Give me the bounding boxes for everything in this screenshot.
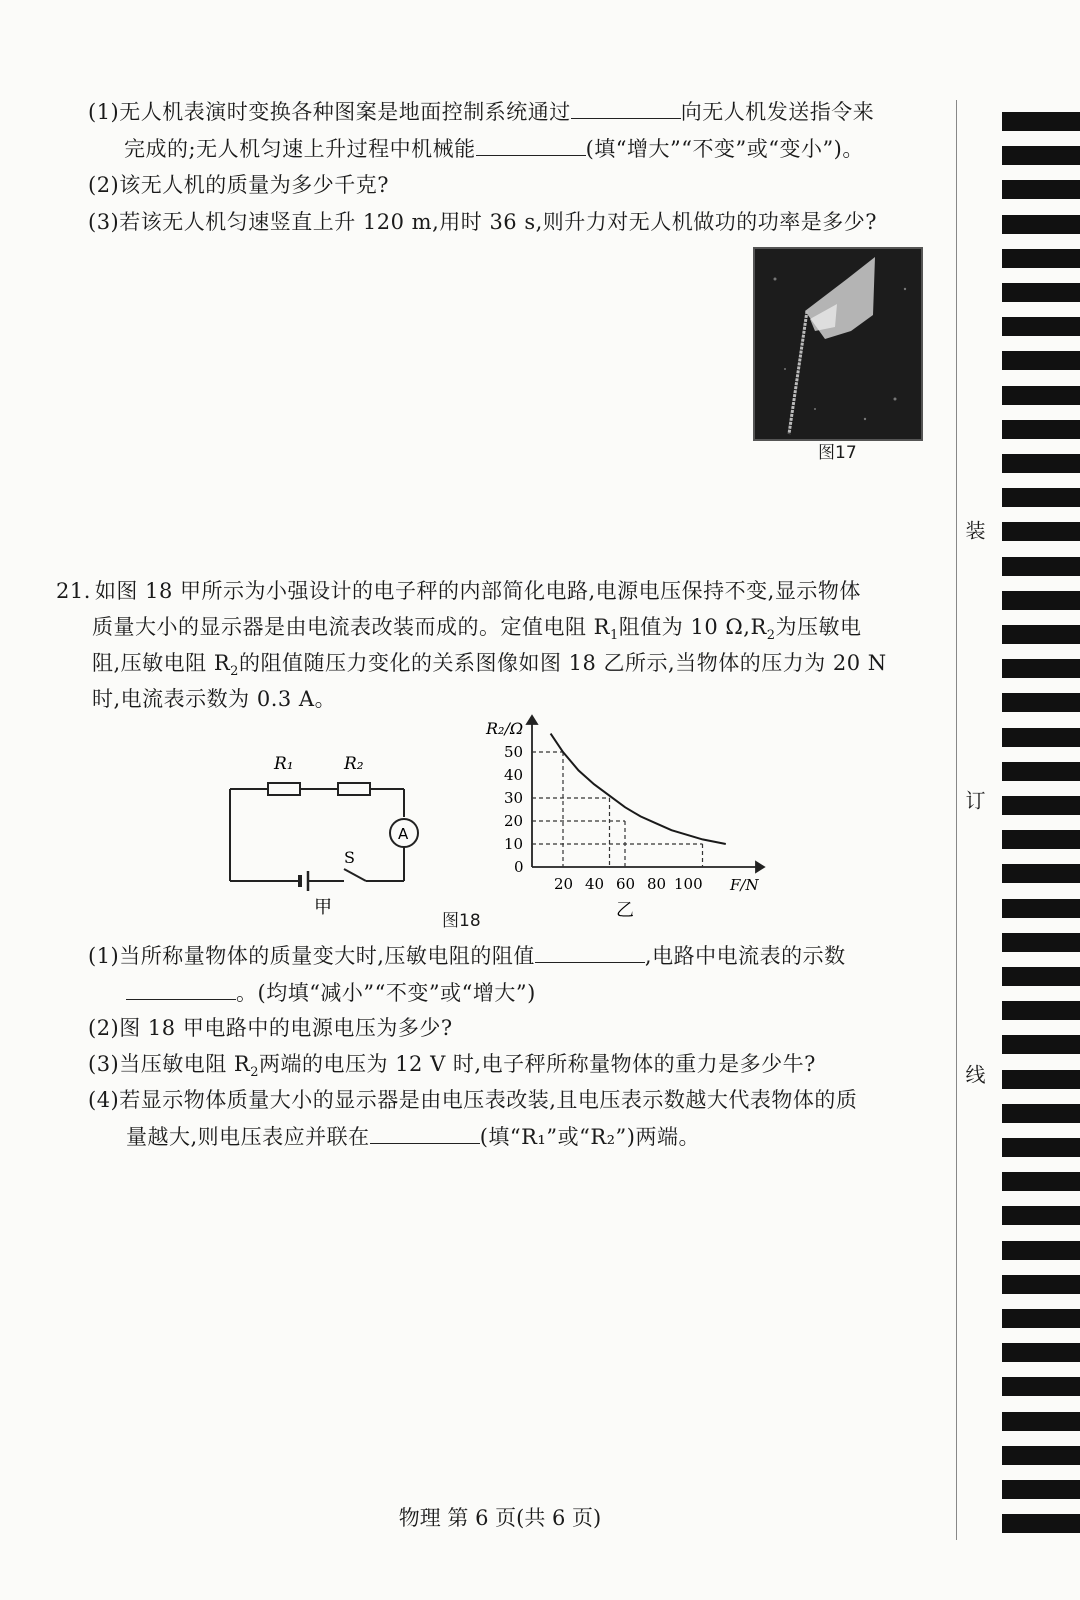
circuit-diagram [220, 745, 430, 925]
q21-part3: (3)当压敏电阻 $R_2$两端的电压为 12 V 时,电子秤所称量物体的重力是多少牛? [88, 1052, 816, 1081]
q21-line1: 21. 如图 18 甲所示为小强设计的电子秤的内部简化电路,电源电压保持不变,显示物体 [56, 579, 861, 603]
binding-stripe [1002, 1412, 1080, 1431]
binding-stripe [1002, 112, 1080, 131]
binding-line [956, 100, 957, 1540]
x-tick-label: 100 [674, 875, 703, 893]
binding-stripe [1002, 1035, 1080, 1054]
r2-label: R₂ [344, 754, 364, 774]
q21-part4-line1: (4)若显示物体质量大小的显示器是由电压表改装,且电压表示数越大代表物体的质 [88, 1088, 858, 1112]
x-axis-label: F/N [730, 876, 759, 894]
binding-stripe [1002, 1104, 1080, 1123]
binding-stripe [1002, 899, 1080, 918]
answer-blank[interactable] [126, 977, 236, 1000]
binding-char-ding: 订 [962, 790, 986, 810]
binding-stripe [1002, 351, 1080, 370]
x-tick-label: 80 [647, 875, 667, 893]
binding-stripe [1002, 591, 1080, 610]
binding-stripe [1002, 1480, 1080, 1499]
binding-stripe [1002, 625, 1080, 644]
resistor-r2 [338, 783, 370, 795]
figure-17-caption: 图17 [818, 443, 857, 463]
binding-stripe [1002, 693, 1080, 712]
binding-stripe [1002, 1514, 1080, 1533]
y-tick-label: 0 [514, 858, 524, 876]
q21-line3: 阻,压敏电阻 $R_2$的阻值随压力变化的关系图像如图 18 乙所示,当物体的压力为 20 N [92, 651, 887, 680]
binding-stripe [1002, 864, 1080, 883]
binding-stripe [1002, 1275, 1080, 1294]
r2-curve [551, 734, 726, 844]
binding-stripe [1002, 1206, 1080, 1225]
q20-part1-line1: (1)无人机表演时变换各种图案是地面控制系统通过 向无人机发送指令来 [88, 96, 874, 127]
page-footer: 物理 第 6 页(共 6 页) [398, 1506, 602, 1530]
y-axis-label: R₂/Ω [486, 719, 524, 738]
binding-stripe [1002, 967, 1080, 986]
q20-part3: (3)若该无人机匀速竖直上升 120 m,用时 36 s,则升力对无人机做功的功率是多少? [88, 210, 878, 234]
graph-label: 乙 [616, 900, 634, 921]
q21-part1-line1: (1)当所称量物体的质量变大时,压敏电阻的阻值 ,电路中电流表的示数 [88, 940, 846, 971]
binding-stripe [1002, 146, 1080, 165]
binding-stripe [1002, 1070, 1080, 1089]
y-tick-label: 10 [504, 835, 524, 853]
x-tick-label: 20 [554, 875, 574, 893]
q21-part2: (2)图 18 甲电路中的电源电压为多少? [88, 1016, 453, 1040]
binding-stripe [1002, 1343, 1080, 1362]
barcode-stripes [1002, 96, 1080, 1556]
q20-part2: (2)该无人机的质量为多少千克? [88, 173, 390, 197]
ammeter-label: A [398, 825, 409, 843]
r2-force-graph [478, 712, 768, 927]
binding-stripe [1002, 830, 1080, 849]
binding-stripe [1002, 796, 1080, 815]
binding-stripe [1002, 1309, 1080, 1328]
resistor-r1 [268, 783, 300, 795]
y-tick-label: 40 [504, 766, 524, 784]
binding-stripe [1002, 728, 1080, 747]
binding-stripe [1002, 933, 1080, 952]
answer-blank[interactable] [535, 940, 645, 963]
binding-stripe [1002, 386, 1080, 405]
q21-line4: 时,电流表示数为 0.3 A。 [92, 687, 337, 711]
answer-blank[interactable] [571, 96, 681, 119]
binding-char-xian: 线 [962, 1064, 986, 1084]
x-tick-label: 40 [585, 875, 605, 893]
switch-label: S [344, 848, 355, 867]
binding-stripe [1002, 1446, 1080, 1465]
binding-stripe [1002, 488, 1080, 507]
binding-stripe [1002, 317, 1080, 336]
binding-stripe [1002, 1001, 1080, 1020]
binding-stripe [1002, 420, 1080, 439]
y-tick-label: 30 [504, 789, 524, 807]
y-tick-label: 50 [504, 743, 524, 761]
x-axis-arrow [756, 862, 764, 872]
q21-part4-line2: 量越大,则电压表应并联在 (填“R₁”或“R₂”)两端。 [126, 1121, 700, 1152]
y-tick-label: 20 [504, 812, 524, 830]
binding-stripe [1002, 1172, 1080, 1191]
x-tick-label: 60 [616, 875, 636, 893]
q20-part1-line2: 完成的;无人机匀速上升过程中机械能 (填“增大”“不变”或“变小”)。 [124, 133, 864, 164]
binding-stripe [1002, 283, 1080, 302]
binding-stripe [1002, 215, 1080, 234]
drone-flag-photo [753, 247, 923, 441]
answer-blank[interactable] [370, 1121, 480, 1144]
binding-stripe [1002, 1241, 1080, 1260]
binding-stripe [1002, 1377, 1080, 1396]
y-axis-arrow [527, 716, 537, 724]
answer-blank[interactable] [476, 133, 586, 156]
binding-stripe [1002, 249, 1080, 268]
binding-stripe [1002, 180, 1080, 199]
q21-part1-line2: 。(均填“减小”“不变”或“增大”) [126, 977, 536, 1008]
binding-stripe [1002, 557, 1080, 576]
binding-char-zhuang: 装 [962, 520, 986, 540]
q21-line2: 质量大小的显示器是由电流表改装而成的。定值电阻 $R_1$阻值为 10 $\Omega,R_2$为压敏电 [92, 615, 862, 644]
binding-stripe [1002, 762, 1080, 781]
circuit-label: 甲 [314, 897, 332, 918]
figure-18-caption: 图18 [442, 911, 481, 931]
switch-s [344, 869, 366, 881]
binding-stripe [1002, 522, 1080, 541]
binding-stripe [1002, 454, 1080, 473]
r1-label: R₁ [274, 754, 294, 774]
binding-stripe [1002, 1138, 1080, 1157]
binding-stripe [1002, 659, 1080, 678]
